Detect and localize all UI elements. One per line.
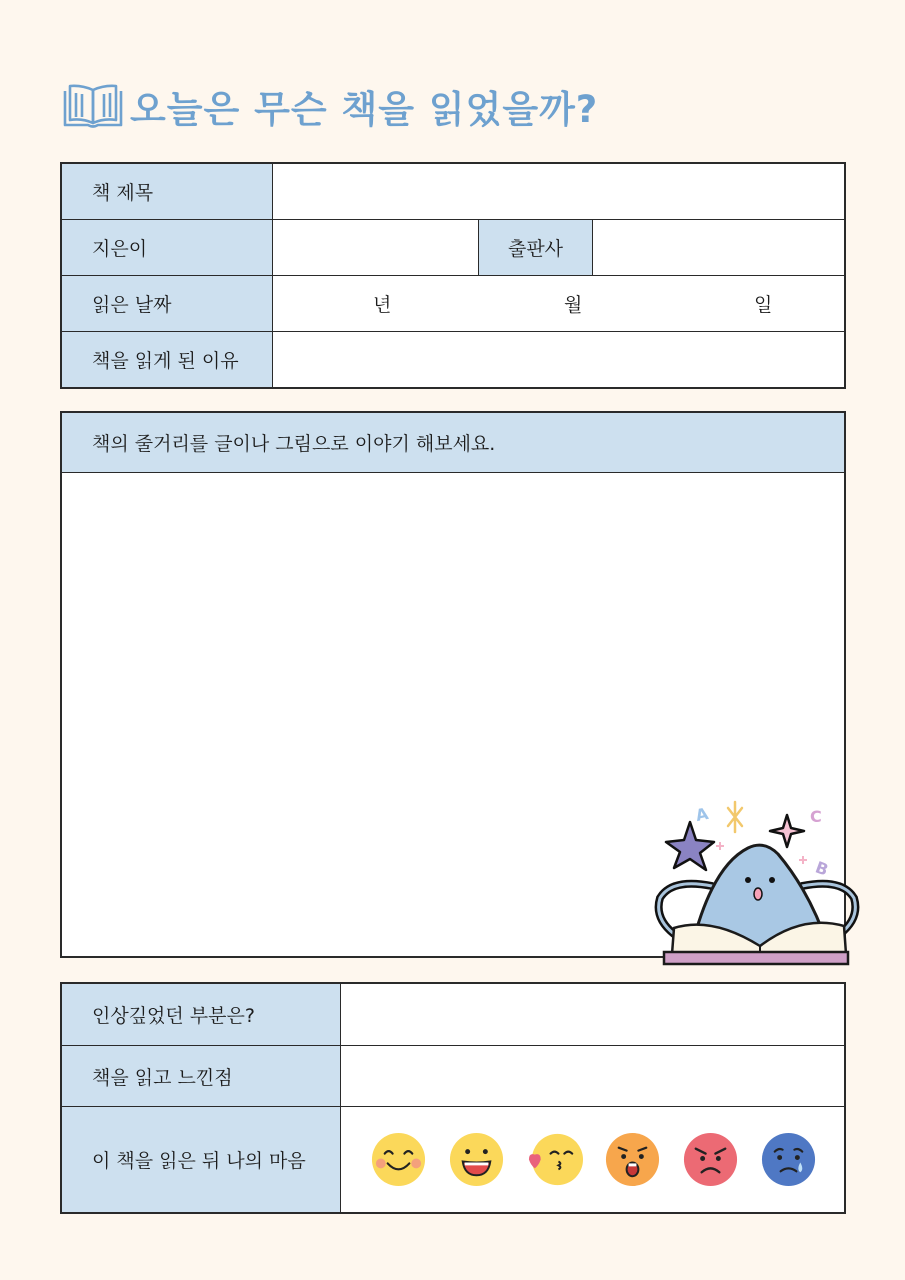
- reading-mascot-illustration: [652, 796, 862, 968]
- mood-label: 이 책을 읽은 뒤 나의 마음: [62, 1107, 341, 1212]
- smiling-face-icon[interactable]: [369, 1130, 428, 1189]
- mood-options: [341, 1107, 844, 1212]
- feelings-label: 책을 읽고 느낀점: [62, 1046, 341, 1106]
- reason-label: 책을 읽게 된 이유: [62, 332, 273, 387]
- author-label: 지은이: [62, 220, 273, 275]
- date-field[interactable]: [273, 276, 844, 331]
- open-book-icon: [62, 81, 124, 131]
- laughing-face-icon[interactable]: [447, 1130, 506, 1189]
- feelings-field[interactable]: [341, 1046, 844, 1106]
- angry-face-icon[interactable]: [681, 1130, 740, 1189]
- mascot-star-purple: [666, 822, 714, 870]
- book-title-field[interactable]: [273, 164, 844, 219]
- impressive-row: [62, 984, 844, 1046]
- surprised-face-icon[interactable]: [603, 1130, 662, 1189]
- year-unit: 년: [373, 294, 392, 316]
- mascot-letter-c: C: [810, 807, 822, 826]
- mascot-star-pink: [770, 815, 804, 847]
- publisher-label: 출판사: [478, 220, 593, 275]
- kissing-face-icon[interactable]: [525, 1130, 584, 1189]
- mascot-letter-a: A: [693, 803, 710, 826]
- date-label: 읽은 날짜: [62, 276, 273, 331]
- book-title-row: [62, 164, 844, 220]
- author-field[interactable]: [273, 220, 478, 275]
- book-info-table: [60, 162, 846, 389]
- impressive-field[interactable]: [341, 984, 844, 1045]
- mood-row: [62, 1107, 844, 1212]
- reason-field[interactable]: [273, 332, 844, 387]
- impressive-label: 인상깊었던 부분은?: [62, 984, 341, 1045]
- page-title: 오늘은 무슨 책을 읽었을까?: [130, 88, 599, 131]
- crying-face-icon[interactable]: [759, 1130, 818, 1189]
- day-unit: 일: [754, 294, 773, 316]
- feelings-row: [62, 1046, 844, 1107]
- reflection-table: [60, 982, 846, 1214]
- mascot-letter-b: B: [812, 857, 831, 880]
- summary-prompt: 책의 줄거리를 글이나 그림으로 이야기 해보세요.: [62, 413, 844, 473]
- month-unit: 월: [564, 294, 583, 316]
- author-row: [62, 220, 844, 276]
- date-row: [62, 276, 844, 332]
- page-header: [62, 80, 598, 132]
- publisher-field[interactable]: [593, 220, 844, 275]
- reason-row: [62, 332, 844, 387]
- book-title-label: 책 제목: [62, 164, 273, 219]
